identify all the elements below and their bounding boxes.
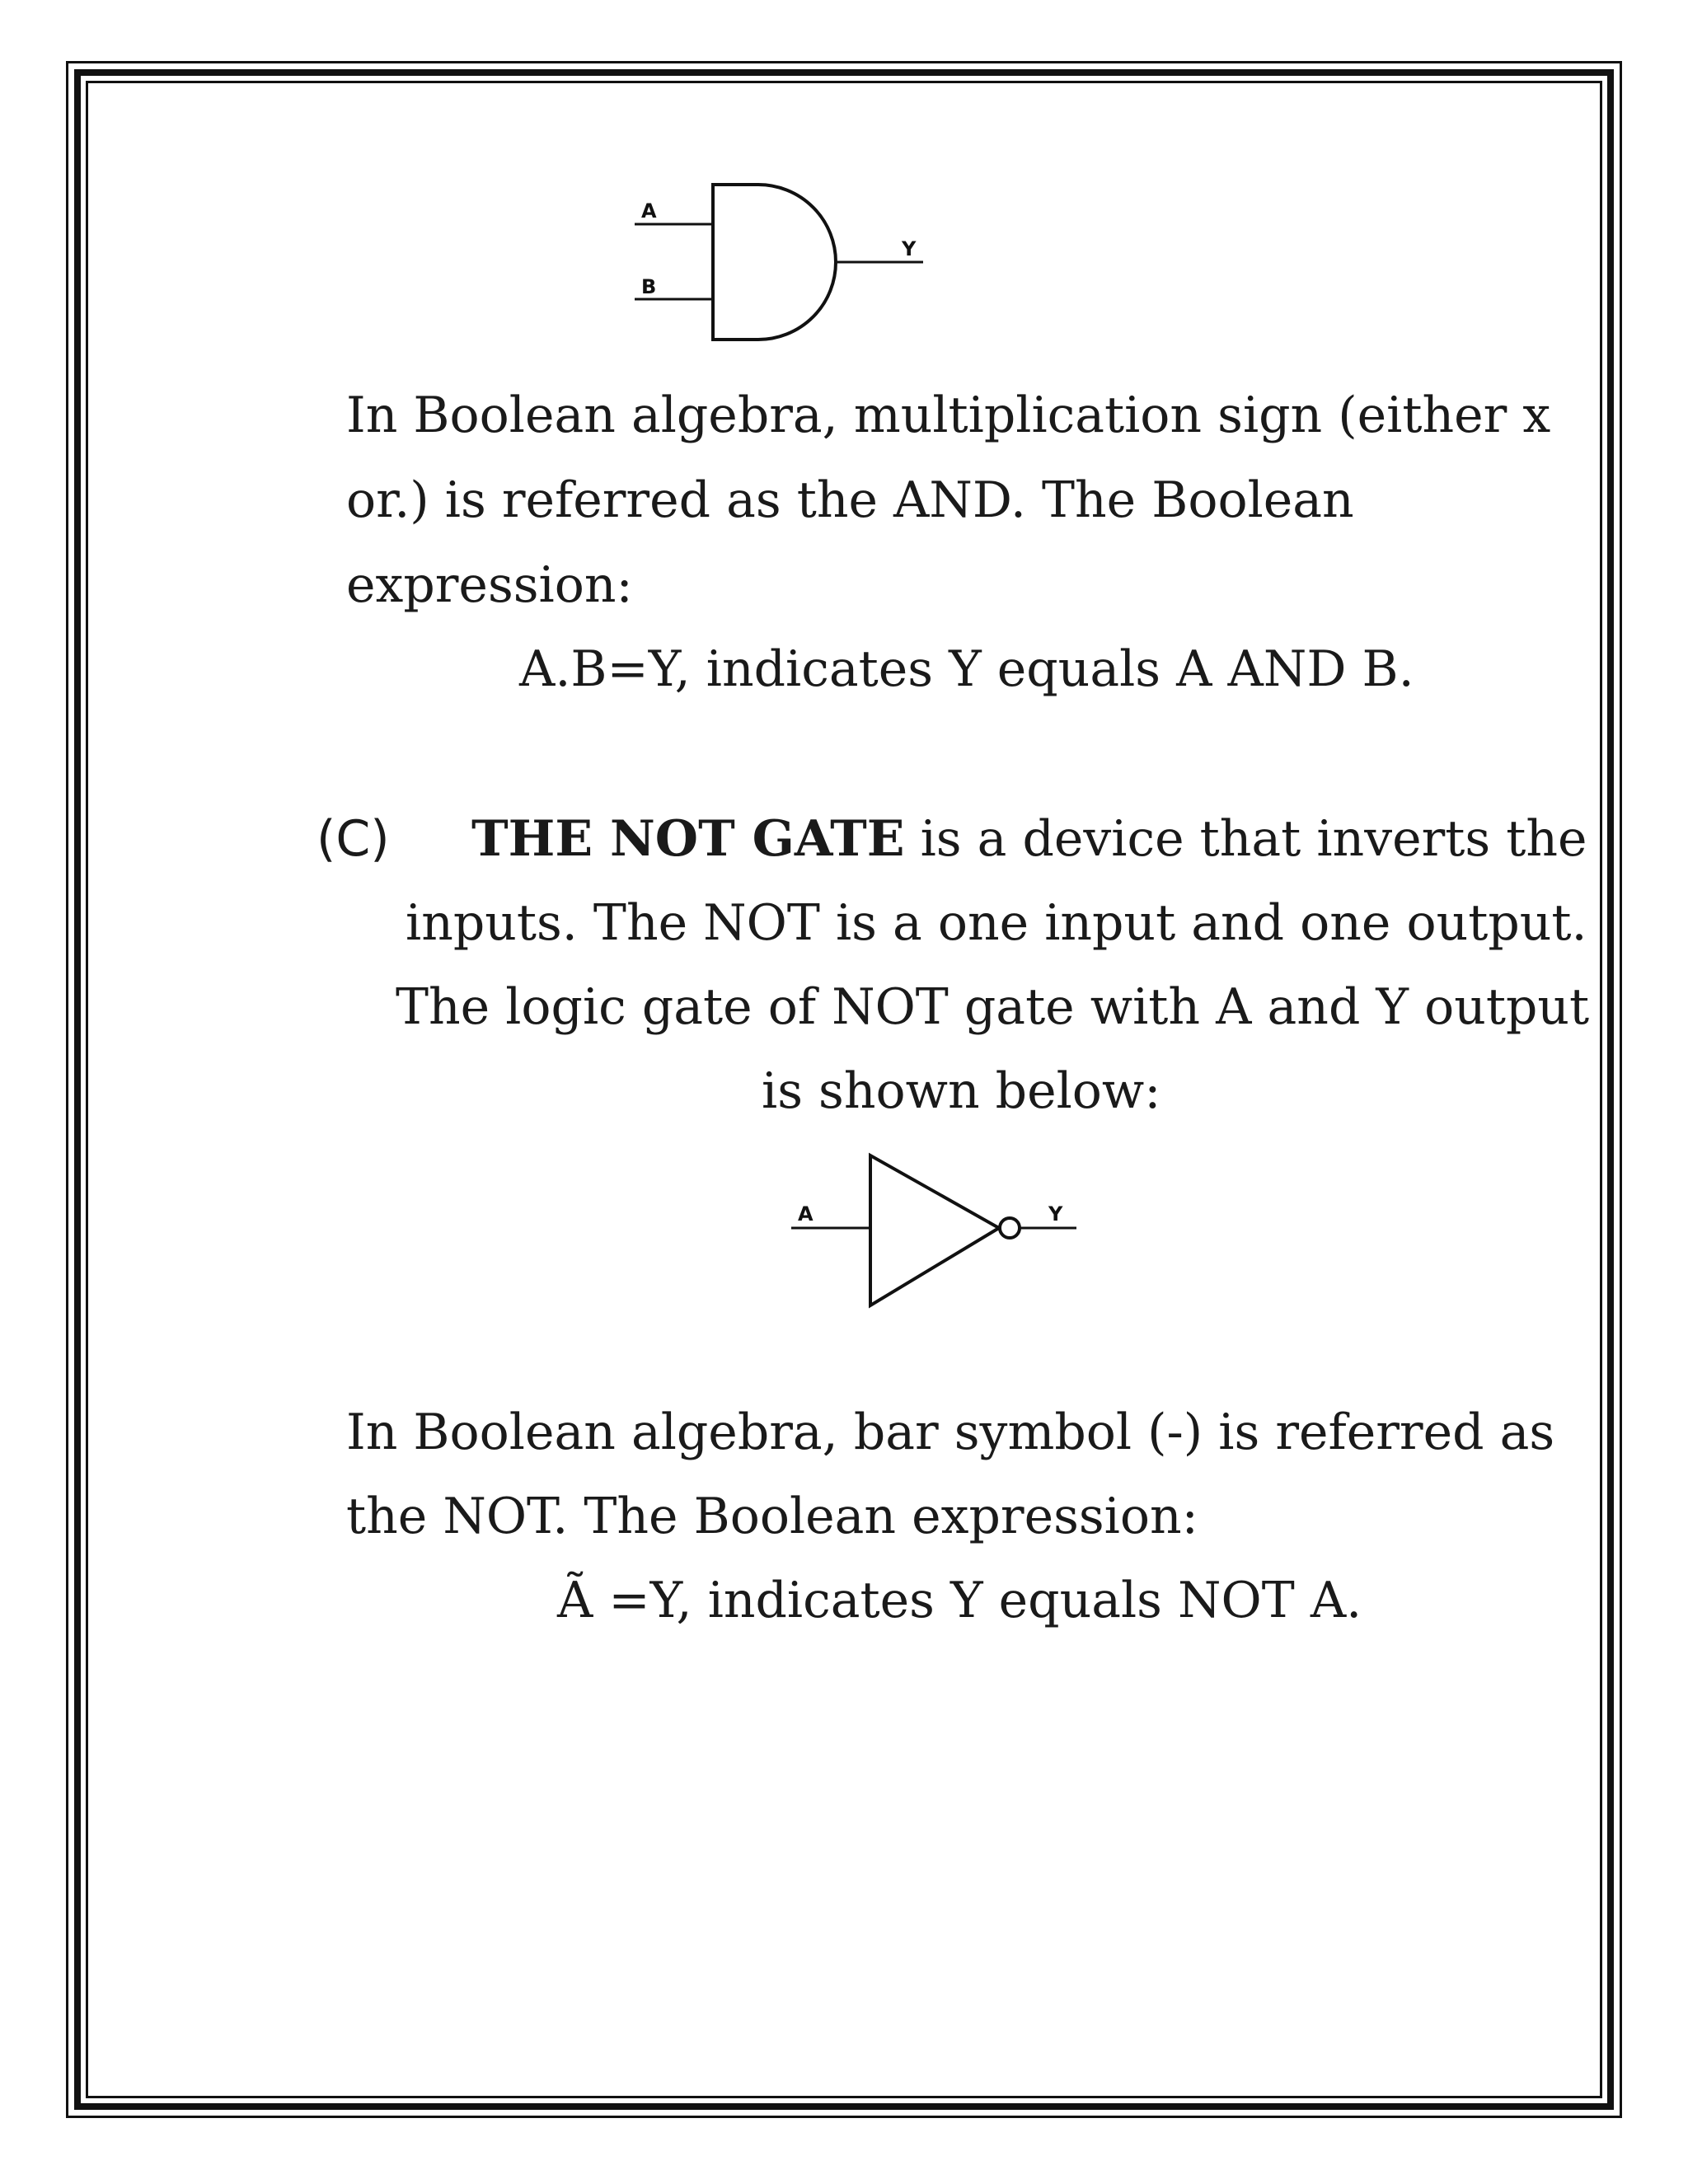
and-gate-diagram (626, 181, 940, 346)
not-section-line-1-rest: is a device that inverts the (904, 810, 1587, 868)
not-section-line-4: is shown below: (762, 1062, 1161, 1120)
not-gate-heading: THE NOT GATE (471, 810, 905, 868)
not-paragraph-line-2: the NOT. The Boolean expression: (346, 1488, 1198, 1545)
not-section-line-1 (471, 810, 1587, 868)
and-gate-label-y: Y (902, 237, 917, 260)
not-section-line-3: The logic gate of NOT gate with A and Y output (396, 978, 1590, 1036)
and-gate-label-b: B (641, 275, 657, 298)
and-gate-label-a: A (641, 199, 657, 223)
and-paragraph-line-2: or.) is referred as the AND. The Boolean (346, 471, 1354, 529)
not-section-line-2: inputs. The NOT is a one input and one output. (406, 894, 1587, 952)
not-expression: Ã =Y, indicates Y equals NOT A. (557, 1572, 1362, 1629)
not-gate-label-a: A (798, 1202, 814, 1226)
and-paragraph-line-3: expression: (346, 556, 633, 614)
not-gate-label-y: Y (1048, 1202, 1063, 1226)
not-paragraph-line-1: In Boolean algebra, bar symbol (-) is referred as (346, 1404, 1555, 1461)
and-paragraph-line-1: In Boolean algebra, multiplication sign (either x (346, 387, 1551, 444)
section-marker: (C) (316, 810, 390, 868)
and-expression: A.B=Y, indicates Y equals A AND B. (519, 640, 1414, 698)
not-gate-diagram (791, 1149, 1088, 1314)
